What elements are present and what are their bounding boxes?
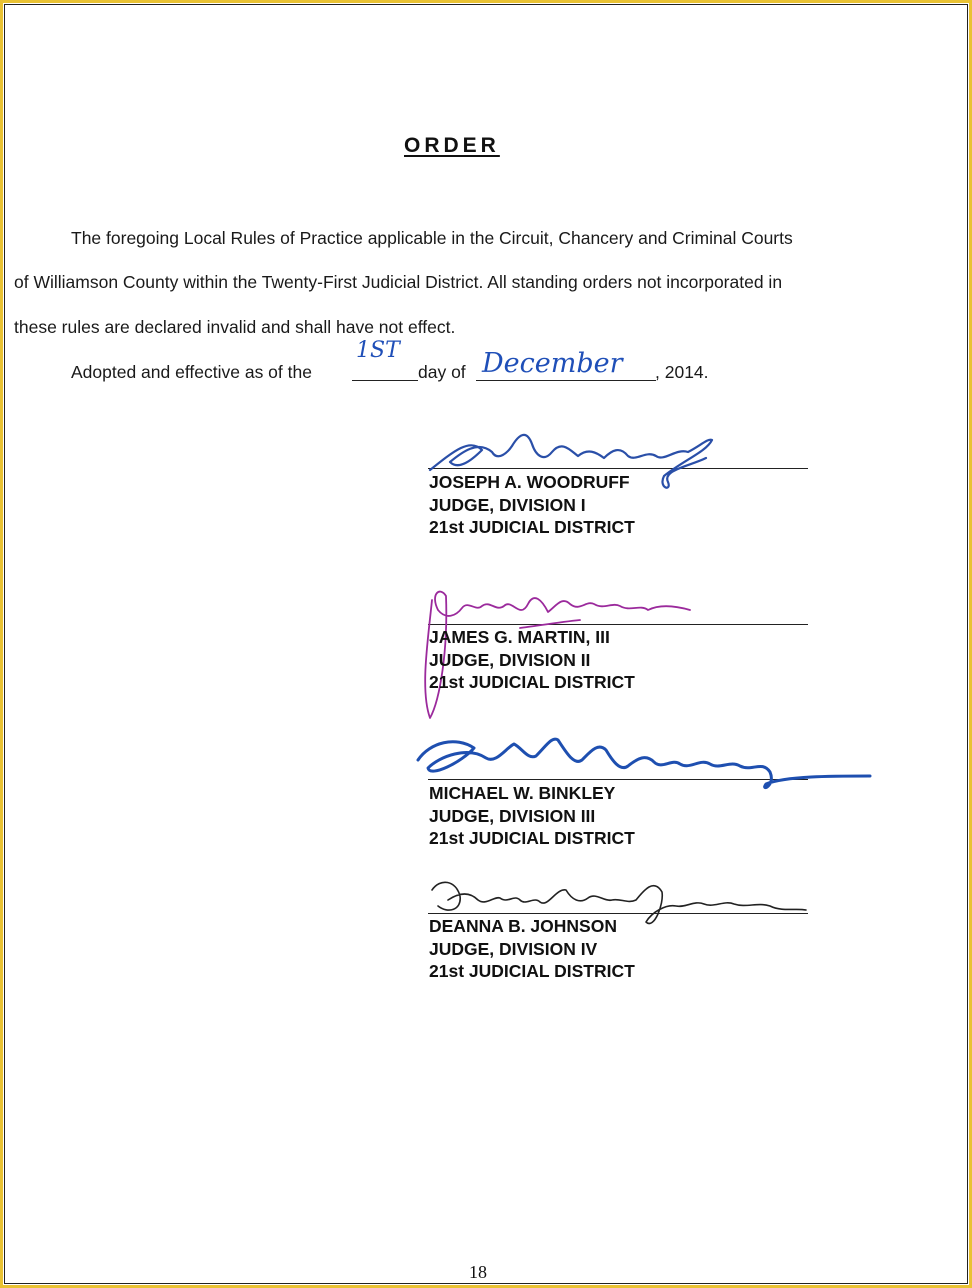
- signature-line-woodruff: [428, 468, 808, 469]
- page-number: 18: [469, 1262, 487, 1282]
- signature-block-martin: [429, 626, 635, 694]
- signature-line-martin: [428, 624, 808, 625]
- signatory-title: JUDGE, DIVISION II: [429, 649, 591, 670]
- signature-block-binkley: [429, 782, 635, 850]
- signatory-district: 21st JUDICIAL DISTRICT: [429, 961, 635, 981]
- signatory-title: JUDGE, DIVISION III: [429, 805, 596, 826]
- signatory-name: DEANNA B. JOHNSON: [429, 916, 617, 936]
- handwritten-day: 1ST: [356, 338, 400, 363]
- paragraph-line-2: of Williamson County within the Twenty-First Judicial District. All standing orders not incorporated in: [14, 272, 783, 292]
- adoption-prefix: Adopted and effective as of the: [71, 362, 312, 382]
- signature-block-johnson: [429, 915, 635, 983]
- signatory-name: MICHAEL W. BINKLEY: [429, 783, 616, 803]
- document-title: ORDER: [404, 134, 500, 157]
- signatory-name: JOSEPH A. WOODRUFF: [429, 472, 630, 492]
- paragraph-line-3: these rules are declared invalid and shall have not effect.: [14, 317, 456, 337]
- signatory-name: JAMES G. MARTIN, III: [429, 627, 610, 647]
- signatory-title: JUDGE, DIVISION IV: [429, 938, 598, 959]
- day-blank-line: [352, 380, 418, 381]
- signatory-district: 21st JUDICIAL DISTRICT: [429, 828, 635, 848]
- signatory-title: JUDGE, DIVISION I: [429, 494, 586, 515]
- paragraph-line-1: The foregoing Local Rules of Practice applicable in the Circuit, Chancery and Criminal Courts: [71, 228, 793, 248]
- signatory-district: 21st JUDICIAL DISTRICT: [429, 672, 635, 692]
- adoption-day-label: day of: [418, 362, 466, 382]
- adoption-year: , 2014.: [655, 362, 709, 382]
- month-blank-line: [476, 380, 656, 381]
- handwritten-month: December: [482, 348, 623, 379]
- signature-binkley: [418, 739, 870, 787]
- signatory-district: 21st JUDICIAL DISTRICT: [429, 517, 635, 537]
- signature-block-woodruff: [429, 471, 635, 539]
- signature-line-binkley: [428, 779, 808, 780]
- signature-line-johnson: [428, 913, 808, 914]
